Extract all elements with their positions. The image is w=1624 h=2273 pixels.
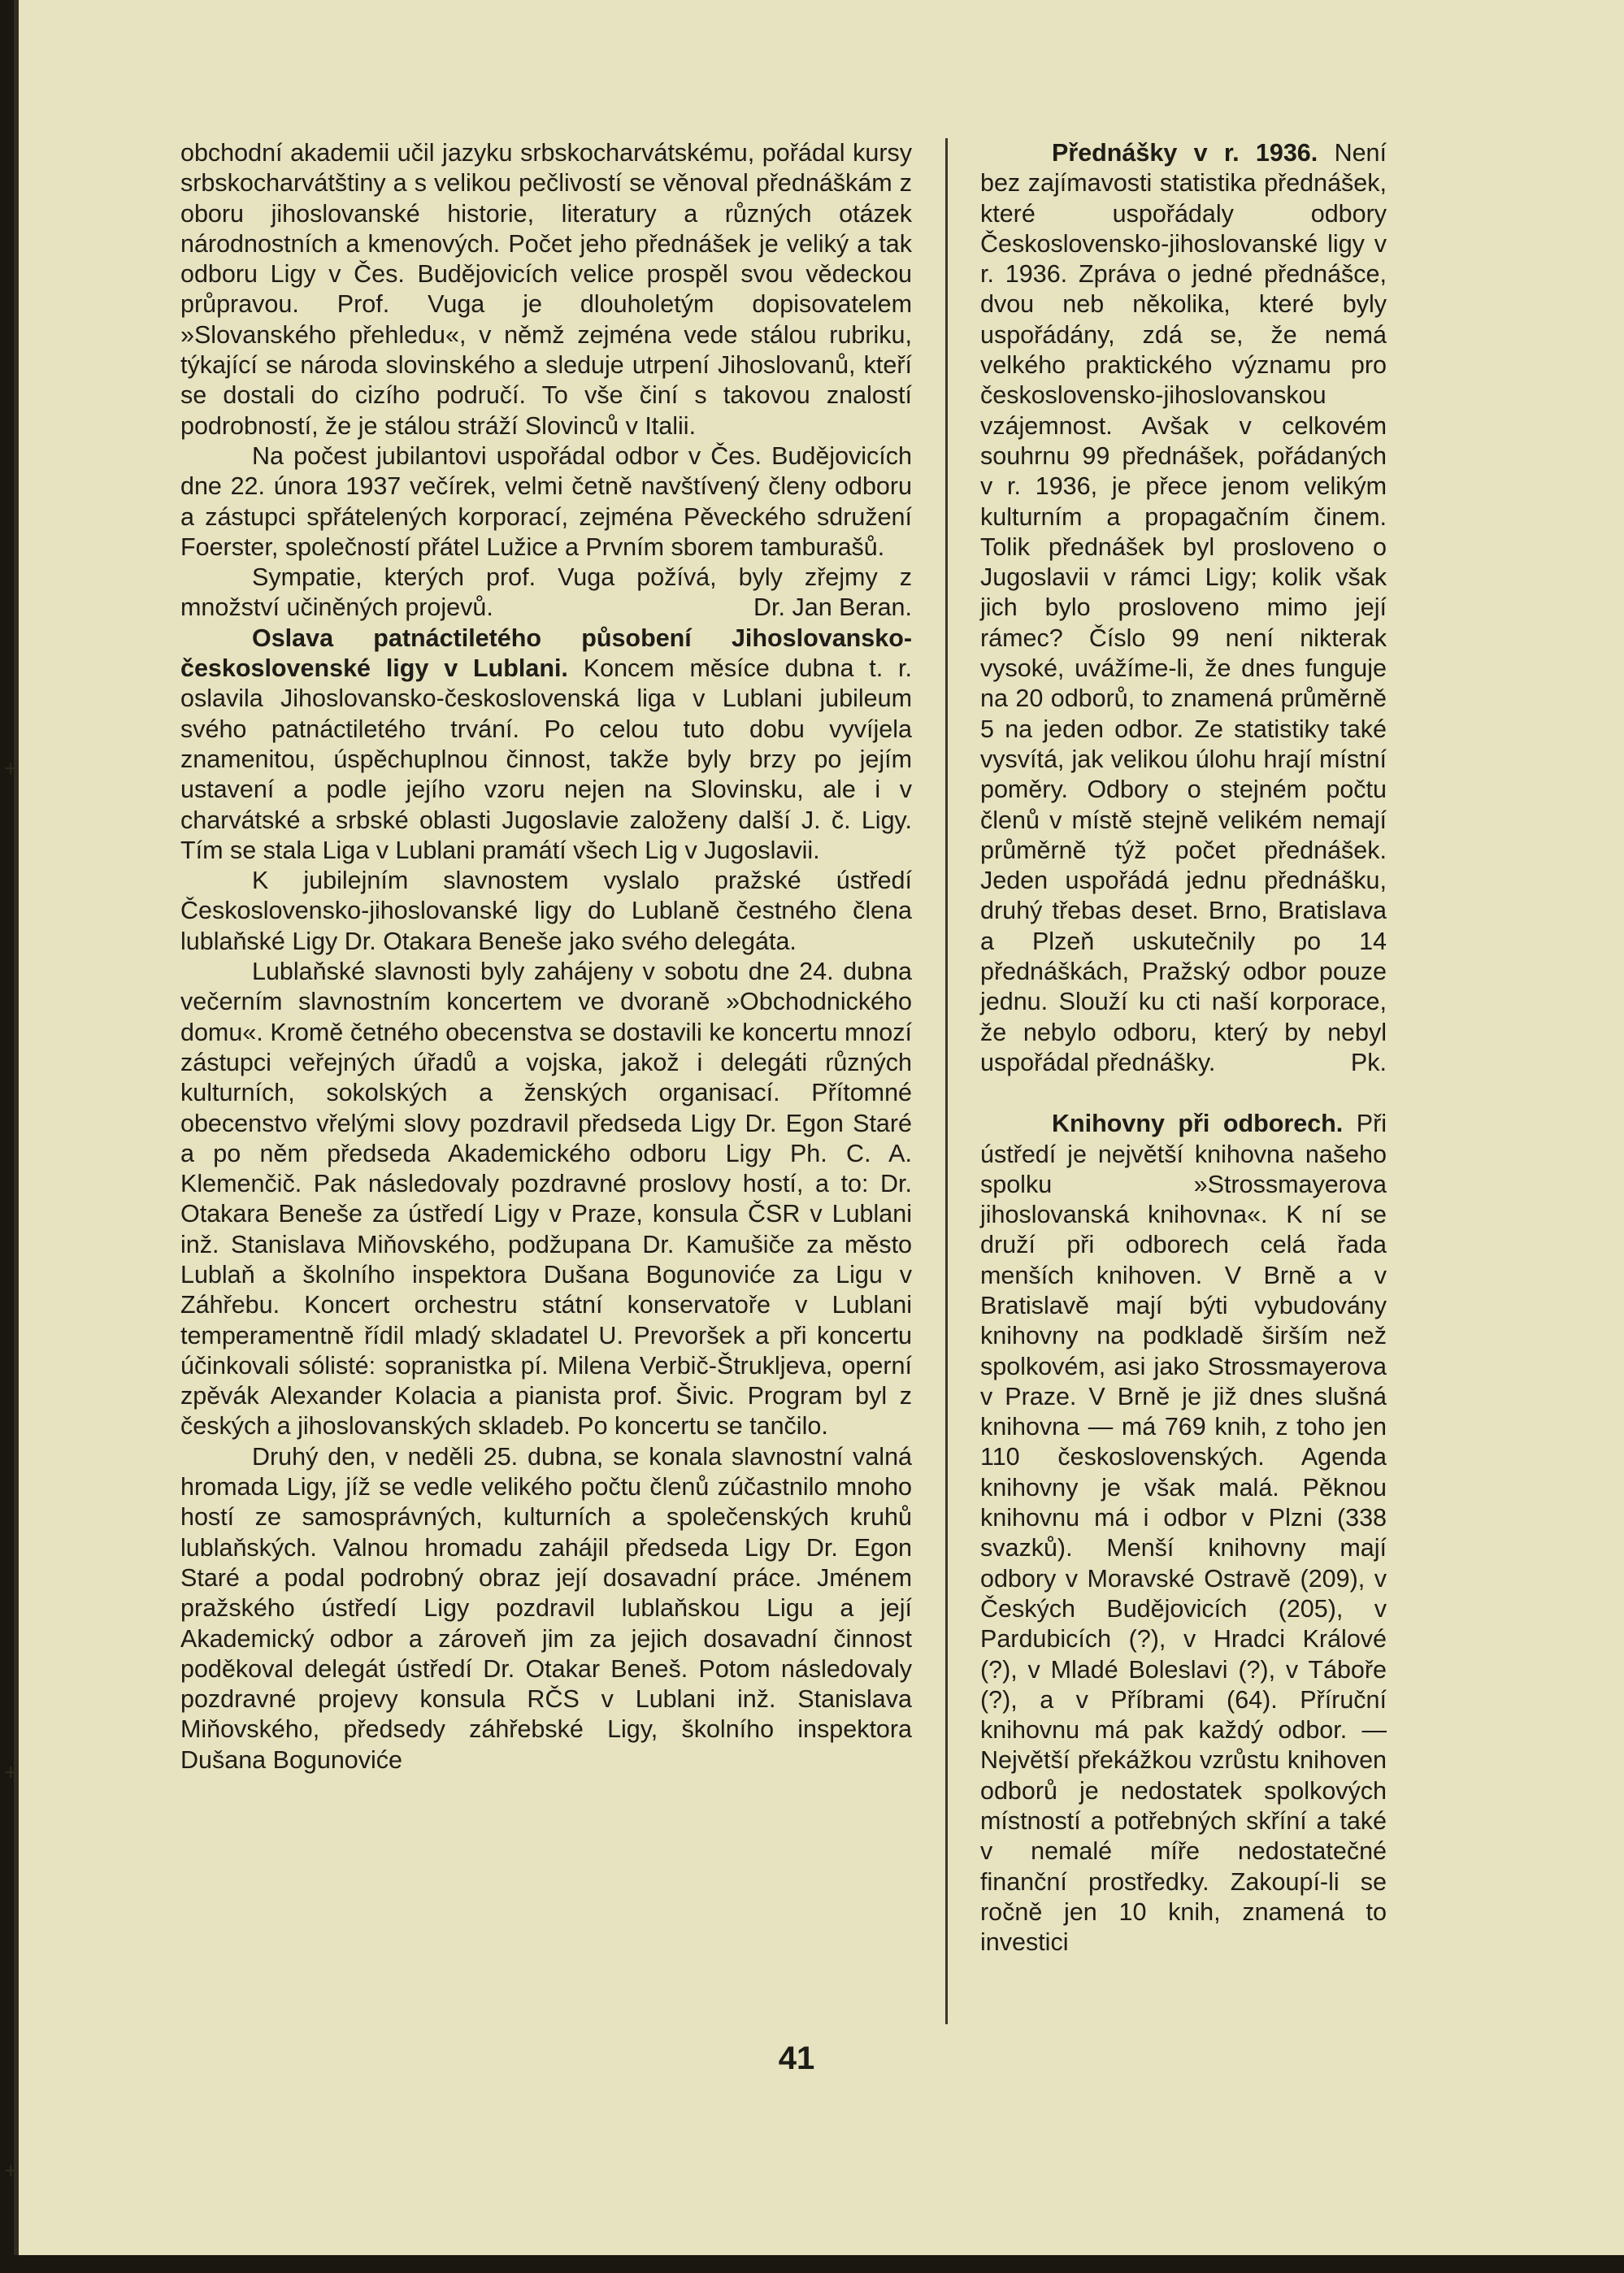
section-spacer bbox=[980, 1078, 1387, 1109]
section-heading: Přednášky v r. 1936. bbox=[1052, 139, 1318, 167]
page-edge-bottom bbox=[0, 2255, 1624, 2273]
paragraph bbox=[180, 624, 912, 866]
margin-cross-mark: + bbox=[3, 758, 19, 779]
section-heading: Oslava patnáctiletého působení Jihoslovansko-československé ligy v Lublani. bbox=[180, 624, 912, 683]
paragraph-text: Sympatie, kterých prof. Vuga požívá, byly zřejmy z množství učiněných projevů. bbox=[180, 563, 912, 622]
paragraph: obchodní akademii učil jazyku srbskocharvátskému, pořádal kursy srbskocharvátštiny a s velikou pečlivostí se věnoval přednáškám z oboru jihoslovanské historie, literatury a různých otázek národnostních a kmenových. Počet jeho přednášek je veliký a tak odboru Ligy v Čes. Budějovicích velice prospěl svou vědeckou průpravou. Prof. Vuga je dlouholetým dopisovatelem »Slovanského přehledu«, v němž zejména vede stálou rubriku, týkající se národa slovinského a sleduje utrpení Jihoslovanů, kteří se dostali do cizího područí. To vše činí s takovou znalostí podrobností, že je stálou stráží Slovinců v Italii. bbox=[180, 139, 912, 440]
right-column bbox=[980, 138, 1387, 1958]
page-number: 41 bbox=[778, 2040, 815, 2076]
margin-cross-mark: + bbox=[3, 1762, 19, 1783]
paragraph bbox=[980, 1109, 1387, 1958]
author-signature: Pk. bbox=[1350, 1048, 1387, 1076]
paragraph: Lublaňské slavnosti byly zahájeny v sobotu dne 24. dubna večerním slavnostním koncertem ve dvoraně »Obchodnického domu«. Kromě četného obecenstva se dostavili ke koncertu mnozí zástupci veřejných úřadů a vojska, jakož i delegáti různých kulturních, sokolských a ženských organisací. Přítomné obecenstvo vřelými slovy pozdravil předseda Ligy Dr. Egon Staré a po něm předseda Akademického odboru Ligy Ph. C. A. Klemenčič. Pak následovaly pozdravné proslovy hostí, a to: Dr. Otakara Beneše za ústředí Ligy v Praze, konsula ČSR v Lublani inž. Stanislava Miňovského, podžupana Dr. Kamušiče za město Lublaň a školního inspektora Dušana Bogunoviće za Ligu v Záhřebu. Koncert orchestru státní konservatoře v Lublani temperamentně řídil mladý skladatel U. Prevoršek a při koncertu účinkovali sólisté: sopranistka pí. Milena Verbič-Štrukljeva, operní zpěvák Alexander Kolacia a pianista prof. Šivic. Program byl z českých a jihoslovanských skladeb. Po koncertu se tančilo. bbox=[180, 958, 912, 1441]
paragraph: K jubilejním slavnostem vyslalo pražské ústředí Československo-jihoslovanské ligy do Lublaně čestného člena lublaňské Ligy Dr. Otakara Beneše jako svého delegáta. bbox=[180, 867, 912, 955]
paragraph: Na počest jubilantovi uspořádal odbor v Čes. Budějovicích dne 22. února 1937 večírek, velmi četně navštívený členy odboru a zástupci spřátelených korporací, zejména Pěveckého sdružení Foerster, společností přátel Lužice a Prvním sborem tamburašů. bbox=[180, 441, 912, 561]
paragraph-text: Koncem měsíce dubna t. r. oslavila Jihoslovansko-československá liga v Lublani jubileum svého patnáctiletého trvání. Po celou tuto dobu vyvíjela znamenitou, úspěchuplnou činnost, takže byly brzy po jejím ustavení a podle jejího vzoru nejen na Slovinsku, ale i v charvátské a srbské oblasti Jugoslavie založeny další J. č. Ligy. Tím se stala Liga v Lublani pramátí všech Lig v Jugoslavii. bbox=[180, 654, 913, 864]
paragraph-text: Při ústředí je největší knihovna našeho spolku »Strossmayerova jihoslovanská knihovna«. K ní se druží při odborech celá řada menších knihoven. V Brně a v Bratislavě mají býti vybudovány knihovny na podkladě širším než spolkovém, asi jako Strossmayerova v Praze. V Brně je již dnes slušná knihovna — má 769 knih, z toho jen 110 československých. Agenda knihovny je však malá. Pěknou knihovnu má i odbor v Plzni (338 svazků). Menší knihovny mají odbory v Moravské Ostravě (209), v Českých Budějovicích (205), v Pardubicích (?), v Hradci Králové (?), v Mladé Boleslavi (?), v Táboře (?), a v Příbrami (64). Příruční knihovnu má pak každý odbor. — Největší překážkou vzrůstu knihoven odborů je nedostatek spolkových místností a potřebných skříní a také v nemalé míře nedostatečné finanční prostředky. Zakoupí-li se ročně jen 10 knih, znamená to investici bbox=[980, 1110, 1387, 1957]
margin-cross-mark: + bbox=[3, 2161, 19, 2181]
paragraph bbox=[980, 138, 1387, 1078]
author-signature: Dr. Jan Beran. bbox=[753, 593, 912, 622]
paragraph-text: Není bez zajímavosti statistika přednášek, které uspořádaly odbory Československo-jihoslovanské ligy v r. 1936. Zpráva o jedné přednášce, dvou neb několika, které byly uspořádány, zdá se, že nemá velkého praktického významu pro československo-jihoslovanskou vzájemnost. Avšak v celkovém souhrnu 99 přednášek, pořádaných v r. 1936, je přece jenom velikým kulturním a propagačním činem. Tolik přednášek byl prosloveno o Jugoslavii v rámci Ligy; kolik však jich bylo prosloveno mimo její rámec? Číslo 99 není nikterak vysoké, uvážíme-li, že dnes funguje na 20 odborů, to znamená průměrně 5 na jeden odbor. Ze statistiky také vysvítá, jak velikou úlohu hrají místní poměry. Odbory o stejném počtu členů v místě stejně velikém nemají průměrně týž počet přednášek. Jeden uspořádá jednu přednášku, druhý třebas deset. Brno, Bratislava a Plzeň uskutečnily po 14 přednáškách, Pražský odbor pouze jednu. Slouží ku cti naší korporace, že nebylo odboru, který by nebyl uspořádal přednášky. bbox=[980, 139, 1387, 1076]
left-column bbox=[180, 138, 912, 1775]
binding-line bbox=[14, 0, 19, 2273]
section-heading: Knihovny při odborech. bbox=[1052, 1110, 1344, 1138]
paragraph bbox=[180, 563, 912, 624]
paragraph: Druhý den, v neděli 25. dubna, se konala slavnostní valná hromada Ligy, jíž se vedle velikého počtu členů zúčastnilo mnoho hostí ze samosprávných, kulturních a společenských kruhů lublaňských. Valnou hromadu zahájil předseda Ligy Dr. Egon Staré a podal podrobný obraz její dosavadní práce. Jménem pražského ústředí Ligy pozdravil lublaňskou Ligu a její Akademický odbor a zároveň jim za jejich dosavadní činnost poděkoval delegát ústředí Dr. Otakar Beneš. Potom následovaly pozdravné projevy konsula RČS v Lublani inž. Stanislava Miňovského, předsedy záhřebské Ligy, školního inspektora Dušana Bogunoviće bbox=[180, 1442, 912, 1774]
column-divider bbox=[945, 138, 948, 2024]
